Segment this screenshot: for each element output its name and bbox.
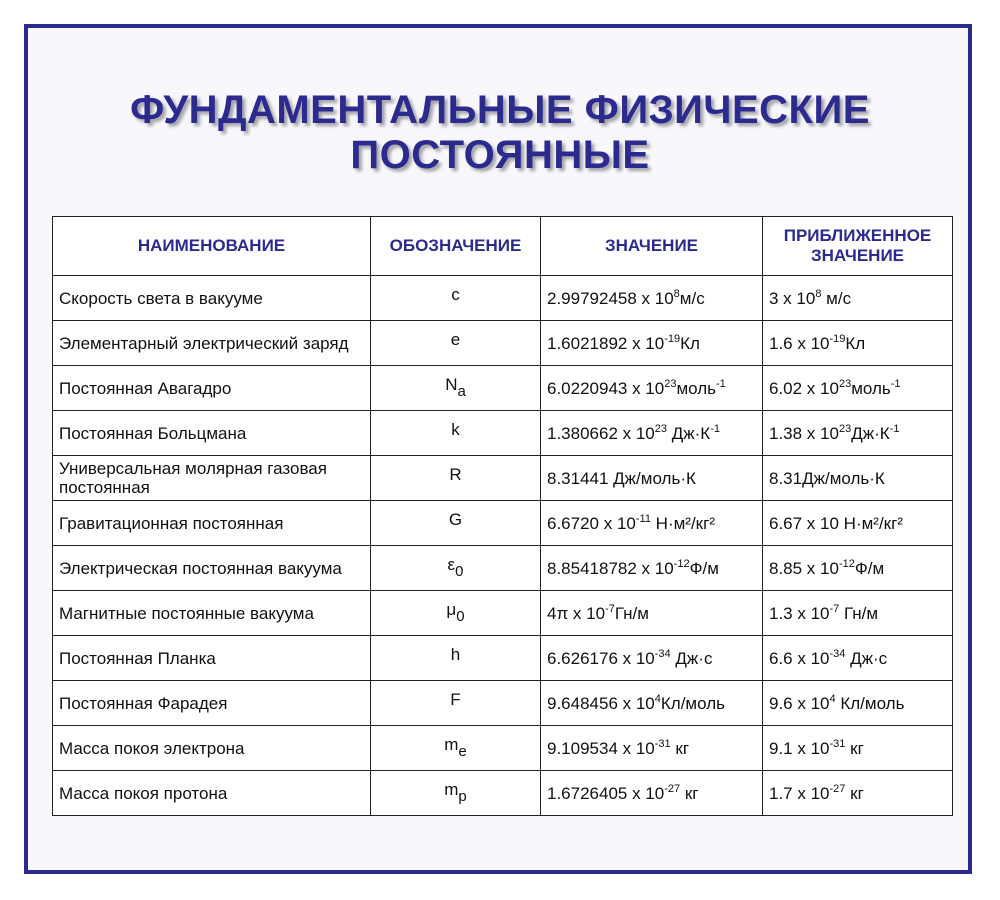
constant-value-exponent: -7 — [605, 602, 615, 615]
constant-name: Постоянная Планка — [53, 636, 371, 681]
constant-value-exponent: -31 — [654, 737, 671, 750]
table-row — [53, 636, 953, 681]
constant-value-unit-exponent: -1 — [716, 377, 726, 390]
constant-symbol — [371, 276, 541, 321]
constant-value-exponent: -12 — [673, 557, 690, 570]
symbol-letter: c — [451, 285, 460, 304]
constant-value — [541, 681, 763, 726]
constant-value — [541, 771, 763, 816]
header-name: НАИМЕНОВАНИЕ — [53, 217, 371, 276]
constant-value-unit: м/с — [679, 288, 705, 308]
constant-value-unit: Ф/м — [689, 558, 719, 578]
constant-symbol — [371, 636, 541, 681]
constant-approx-value-unit: Кл/моль — [835, 693, 905, 713]
constant-name: Масса покоя протона — [53, 771, 371, 816]
constant-approx-value-mantissa: 8.31Дж/моль·К — [769, 468, 885, 488]
header-symbol: ОБОЗНАЧЕНИЕ — [371, 217, 541, 276]
constant-value-exponent: 23 — [664, 377, 677, 390]
constant-symbol — [371, 591, 541, 636]
constant-approx-value — [763, 456, 953, 501]
symbol-letter: R — [449, 465, 462, 484]
constant-value-mantissa: 9.109534 х 10 — [547, 738, 655, 758]
symbol-letter: e — [450, 330, 461, 349]
symbol-letter: m — [444, 780, 459, 799]
constant-approx-value-mantissa: 8.85 х 10 — [769, 558, 839, 578]
constant-value-mantissa: 9.648456 х 10 — [547, 693, 655, 713]
constant-approx-value — [763, 321, 953, 366]
constant-value-unit: Кл/моль — [660, 693, 725, 713]
constant-approx-value-exponent: 23 — [838, 377, 852, 390]
constant-value-exponent: 8 — [673, 287, 680, 300]
table-row — [53, 366, 953, 411]
constant-approx-value-mantissa: 1.3 х 10 — [769, 603, 830, 623]
constant-approx-value — [763, 546, 953, 591]
constant-value-unit: Гн/м — [614, 603, 649, 623]
constant-approx-value-mantissa: 1.6 х 10 — [769, 333, 830, 353]
constant-value — [541, 726, 763, 771]
constant-approx-value — [763, 366, 953, 411]
symbol-letter: N — [445, 375, 458, 394]
constant-value-unit: Кл — [680, 333, 700, 353]
constant-symbol — [371, 726, 541, 771]
constant-value — [541, 366, 763, 411]
constant-approx-value-unit: кг — [845, 738, 864, 758]
constant-approx-value-mantissa: 6.6 х 10 — [769, 648, 830, 668]
symbol-subscript: p — [458, 788, 467, 805]
constant-name: Постоянная Авагадро — [53, 366, 371, 411]
title-line-1: ФУНДАМЕНТАЛЬНЫЕ ФИЗИЧЕСКИЕ — [130, 88, 870, 132]
constant-approx-value-unit: кг — [845, 783, 864, 803]
constant-value-exponent: 23 — [654, 422, 668, 435]
constant-value-mantissa: 6.6720 х 10 — [547, 513, 636, 533]
symbol-letter: h — [450, 645, 461, 664]
constant-value — [541, 456, 763, 501]
constant-value-unit: Дж·К — [667, 423, 711, 443]
constant-approx-value-exponent: -27 — [829, 782, 846, 795]
constant-value — [541, 591, 763, 636]
constant-approx-value-mantissa: 1.7 х 10 — [769, 783, 830, 803]
constant-value-mantissa: 1.6021892 х 10 — [547, 333, 665, 353]
constant-approx-value — [763, 276, 953, 321]
constant-approx-value — [763, 501, 953, 546]
constant-approx-value-exponent: 8 — [815, 287, 822, 300]
constant-approx-value-exponent: 4 — [829, 692, 836, 705]
symbol-subscript: 0 — [456, 608, 465, 625]
constant-value-mantissa: 6.0220943 х 10 — [547, 378, 665, 398]
constant-approx-value-unit: Дж·с — [845, 648, 888, 668]
constant-symbol — [371, 456, 541, 501]
constant-approx-value — [763, 411, 953, 456]
constant-value — [541, 636, 763, 681]
symbol-subscript: a — [457, 383, 466, 400]
constant-name: Постоянная Фарадея — [53, 681, 371, 726]
constant-value-exponent: 4 — [654, 692, 661, 705]
constant-approx-value-unit: моль — [851, 378, 891, 398]
constant-approx-value-unit: Гн/м — [839, 603, 879, 623]
symbol-letter: μ — [446, 600, 457, 619]
symbol-letter: k — [451, 420, 460, 439]
constant-name: Магнитные постоянные вакуума — [53, 591, 371, 636]
symbol-letter: F — [450, 690, 461, 709]
constants-table — [52, 216, 953, 816]
constant-value-mantissa: 1.6726405 х 10 — [547, 783, 665, 803]
constant-value — [541, 276, 763, 321]
constant-value — [541, 411, 763, 456]
table-row — [53, 546, 953, 591]
constant-value-mantissa: 4π х 10 — [547, 603, 606, 623]
title-line-2: ПОСТОЯННЫЕ — [350, 133, 650, 177]
constant-value-mantissa: 1.380662 х 10 — [547, 423, 655, 443]
symbol-letter: ε — [447, 555, 456, 574]
constant-value — [541, 546, 763, 591]
table-row — [53, 726, 953, 771]
constant-symbol — [371, 681, 541, 726]
constant-name: Элементарный электрический заряд — [53, 321, 371, 366]
constant-value-mantissa: 8.85418782 х 10 — [547, 558, 674, 578]
constant-value-exponent: -34 — [654, 647, 671, 660]
constant-name: Постоянная Больцмана — [53, 411, 371, 456]
constant-value-unit: Дж·с — [670, 648, 713, 668]
constant-symbol — [371, 546, 541, 591]
header-approx-value: ПРИБЛИЖЕННОЕ ЗНАЧЕНИЕ — [763, 217, 953, 276]
symbol-letter: G — [448, 510, 463, 529]
table-row — [53, 771, 953, 816]
constant-value-unit: моль — [676, 378, 717, 398]
constant-approx-value-mantissa: 6.02 х 10 — [769, 378, 839, 398]
constant-approx-value-unit: Ф/м — [854, 558, 885, 578]
poster-title — [0, 88, 1000, 178]
symbol-subscript: 0 — [455, 563, 464, 580]
constant-value-exponent: -11 — [635, 512, 651, 525]
constant-name: Масса покоя электрона — [53, 726, 371, 771]
constant-approx-value-unit: м/с — [821, 288, 852, 308]
constant-value-exponent: -19 — [664, 332, 681, 345]
constant-approx-value-mantissa: 9.1 х 10 — [769, 738, 830, 758]
constant-name: Скорость света в вакууме — [53, 276, 371, 321]
constant-approx-value-exponent: -31 — [829, 737, 846, 750]
constant-value-unit-exponent: -1 — [710, 422, 720, 435]
table-row — [53, 456, 953, 501]
constant-approx-value-mantissa: 9.6 х 10 — [769, 693, 830, 713]
constant-value-mantissa: 6.626176 х 10 — [547, 648, 655, 668]
constant-value — [541, 321, 763, 366]
constant-symbol — [371, 501, 541, 546]
table-row — [53, 411, 953, 456]
constant-value-mantissa: 2.99792458 х 10 — [547, 288, 674, 308]
constant-symbol — [371, 771, 541, 816]
constant-value-unit: кг — [670, 738, 690, 758]
constant-name: Универсальная молярная газовая постоянная — [53, 456, 371, 501]
constant-symbol — [371, 411, 541, 456]
constant-value — [541, 501, 763, 546]
table-header-row — [53, 217, 953, 276]
constant-approx-value — [763, 771, 953, 816]
table-row — [53, 591, 953, 636]
table-row — [53, 501, 953, 546]
constant-symbol — [371, 366, 541, 411]
constant-approx-value — [763, 591, 953, 636]
constant-approx-value-exponent: -12 — [838, 557, 855, 570]
table-row — [53, 321, 953, 366]
constant-approx-value — [763, 636, 953, 681]
constant-approx-value-exponent: -34 — [829, 647, 846, 660]
constant-approx-value-exponent: 23 — [838, 422, 852, 435]
constant-approx-value-unit: Дж·К — [851, 423, 890, 443]
constant-approx-value-unit-exponent: -1 — [889, 422, 900, 435]
constant-name: Гравитационная постоянная — [53, 501, 371, 546]
constant-approx-value-mantissa: 1.38 х 10 — [769, 423, 839, 443]
constant-approx-value-mantissa: 3 х 10 — [769, 288, 816, 308]
constant-value-unit: Н·м²/кг² — [650, 513, 715, 533]
constant-symbol — [371, 321, 541, 366]
constant-value-mantissa: 8.31441 Дж/моль·К — [547, 468, 696, 488]
symbol-subscript: e — [458, 743, 467, 760]
constant-approx-value-exponent: -19 — [829, 332, 846, 345]
constant-approx-value-exponent: -7 — [829, 602, 840, 615]
symbol-letter: m — [444, 735, 459, 754]
constant-approx-value-unit-exponent: -1 — [890, 377, 901, 390]
constant-approx-value — [763, 681, 953, 726]
constant-value-exponent: -27 — [664, 782, 681, 795]
constant-name: Электрическая постоянная вакуума — [53, 546, 371, 591]
constant-approx-value-unit: Кл — [845, 333, 866, 353]
header-value: ЗНАЧЕНИЕ — [541, 217, 763, 276]
constant-value-unit: кг — [680, 783, 699, 803]
constant-approx-value — [763, 726, 953, 771]
table-row — [53, 681, 953, 726]
table-row — [53, 276, 953, 321]
constant-approx-value-mantissa: 6.67 х 10 Н·м²/кг² — [769, 513, 903, 533]
